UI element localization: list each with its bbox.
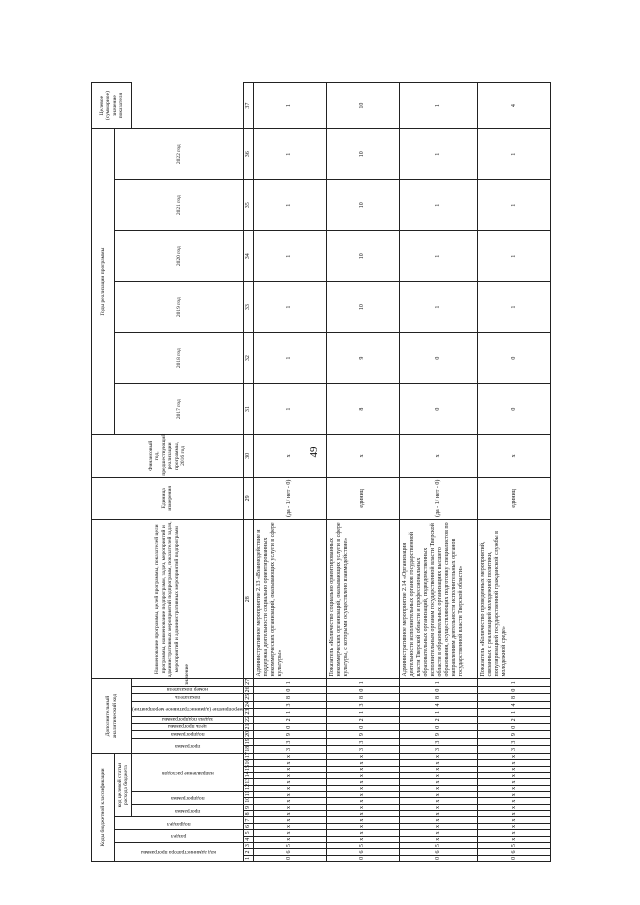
- code-cell: 3: [326, 701, 399, 708]
- code-cell: 1: [253, 709, 326, 716]
- year-value-cell: 0: [399, 333, 478, 384]
- code-cell: х: [253, 779, 326, 785]
- code-cell: х: [326, 817, 399, 823]
- code-cell: х: [326, 785, 399, 791]
- year-value-cell: 1: [478, 129, 551, 180]
- code-cell: х: [326, 798, 399, 804]
- code-cell: 0: [399, 686, 478, 693]
- program-table-container: [91, 82, 551, 862]
- code-cell: х: [478, 811, 551, 817]
- code-cell: 1: [253, 679, 326, 686]
- year-2018-header: 2018 год: [115, 333, 244, 384]
- code-cell: 0: [326, 724, 399, 731]
- code-cell: х: [478, 753, 551, 760]
- row-name-cell: Показатель «Количество проведенных мероприятий, связанных с реализацией молодежной политики, популяризацией государственной гражданской службы в молодежной среде»: [478, 520, 551, 679]
- year-2019-header: 2019 год: [115, 282, 244, 333]
- column-number: 6: [243, 823, 253, 829]
- table-row: [253, 83, 326, 862]
- code-cell: 1: [478, 709, 551, 716]
- code-cell: 5: [253, 842, 326, 848]
- code-cell: 2: [253, 716, 326, 723]
- column-number: 16: [243, 760, 253, 766]
- code-cell: 9: [253, 731, 326, 738]
- add-program-header: программа: [132, 738, 244, 753]
- code-cell: х: [478, 804, 551, 810]
- column-number: 37: [243, 83, 253, 129]
- column-number: 22: [243, 716, 253, 723]
- year-2021-header: 2021 год: [115, 180, 244, 231]
- subprogram-code-header: подпрограмма: [132, 792, 244, 805]
- year-2022-header: 2022 год: [115, 129, 244, 180]
- column-number: 9: [243, 804, 253, 810]
- code-cell: х: [399, 817, 478, 823]
- code-cell: х: [253, 760, 326, 766]
- code-cell: 0: [478, 724, 551, 731]
- code-cell: х: [399, 804, 478, 810]
- code-cell: 0: [253, 686, 326, 693]
- year-value-cell: 10: [326, 282, 399, 333]
- code-cell: 3: [253, 738, 326, 745]
- code-cell: х: [399, 753, 478, 760]
- code-cell: х: [478, 830, 551, 836]
- column-number: 34: [243, 231, 253, 282]
- year-2017-header: 2017 год: [115, 384, 244, 435]
- code-cell: 3: [399, 738, 478, 745]
- code-cell: 3: [253, 701, 326, 708]
- target-value-header: значение: [132, 679, 244, 686]
- target-header: Целевое (суммарное) значение показателя: [92, 83, 132, 129]
- budget-codes-header: Коды бюджетной классификации: [92, 753, 115, 861]
- additional-code-header: Дополнительный аналитический код: [92, 679, 132, 753]
- code-cell: х: [478, 779, 551, 785]
- year-value-cell: 1: [253, 231, 326, 282]
- year-value-cell: 1: [253, 384, 326, 435]
- year-value-cell: 1: [478, 180, 551, 231]
- code-cell: 2: [478, 716, 551, 723]
- task-header: задача подпрограммы: [132, 716, 244, 723]
- column-number: 1: [243, 855, 253, 861]
- column-number: 24: [243, 701, 253, 708]
- code-cell: х: [478, 817, 551, 823]
- code-cell: х: [326, 836, 399, 842]
- year-value-cell: 1: [399, 129, 478, 180]
- column-numbers-row: [243, 83, 253, 862]
- admin-code-header: код администратора программы: [115, 842, 244, 861]
- code-cell: х: [253, 798, 326, 804]
- code-cell: х: [399, 823, 478, 829]
- year-value-cell: 1: [253, 129, 326, 180]
- razdel-header: раздел: [115, 830, 244, 843]
- direction-header: направление расходов: [132, 753, 244, 791]
- target-article-header: код целевой статьи расхода бюджета: [115, 753, 132, 817]
- code-cell: х: [326, 792, 399, 798]
- year-value-cell: 0: [478, 333, 551, 384]
- unit-cell: единиц: [326, 477, 399, 519]
- year-value-cell: 1: [253, 180, 326, 231]
- code-cell: х: [326, 804, 399, 810]
- column-number: 7: [243, 817, 253, 823]
- table-row: [399, 83, 478, 862]
- code-cell: 0: [478, 686, 551, 693]
- code-cell: 2: [326, 716, 399, 723]
- year-value-cell: 8: [326, 384, 399, 435]
- code-cell: х: [478, 766, 551, 772]
- code-cell: 0: [326, 686, 399, 693]
- column-number: 26: [243, 686, 253, 693]
- goal-header: цель программы: [132, 724, 244, 731]
- code-cell: х: [253, 766, 326, 772]
- code-cell: х: [326, 772, 399, 778]
- code-cell: х: [478, 760, 551, 766]
- column-number: 11: [243, 792, 253, 798]
- code-cell: х: [253, 830, 326, 836]
- row-name-cell: Административное мероприятие 2.14 «Организация деятельности исполнительных органов государственной власти Тверской области и профессиональных образовательных организаций, подведомственных исполнительным органам государственной власти Тверской области в образовательных организациях высшего образования, осуществляющих подготовку специалистов по направлениям деятельности исполнительных органов государственной власти Тверской области»: [399, 520, 478, 679]
- code-cell: 1: [326, 709, 399, 716]
- code-cell: х: [399, 766, 478, 772]
- code-cell: х: [478, 792, 551, 798]
- indicator-type-header: показатель: [132, 694, 244, 701]
- code-cell: х: [399, 811, 478, 817]
- code-cell: х: [326, 760, 399, 766]
- column-number: 14: [243, 772, 253, 778]
- code-cell: 3: [326, 738, 399, 745]
- years-header: Годы реализации программы: [92, 129, 115, 435]
- code-cell: 9: [326, 731, 399, 738]
- year-value-cell: 0: [399, 384, 478, 435]
- column-number: 23: [243, 709, 253, 716]
- column-number: 28: [243, 520, 253, 679]
- fin-year-cell: х: [253, 435, 326, 477]
- unit-cell: (да - 1/ нет - 0): [399, 477, 478, 519]
- code-cell: 5: [478, 842, 551, 848]
- code-cell: 0: [399, 855, 478, 861]
- target-value-cell: 1: [253, 83, 326, 129]
- code-cell: 0: [253, 724, 326, 731]
- column-number: 20: [243, 731, 253, 738]
- year-value-cell: 1: [399, 282, 478, 333]
- column-number: 17: [243, 753, 253, 760]
- year-2020-header: 2020 год: [115, 231, 244, 282]
- code-cell: 6: [326, 849, 399, 855]
- code-cell: 0: [399, 724, 478, 731]
- code-cell: х: [399, 792, 478, 798]
- program-code-header: программа: [132, 804, 244, 817]
- code-cell: 0: [478, 855, 551, 861]
- code-cell: 5: [326, 842, 399, 848]
- unit-cell: (да - 1/ нет - 0): [253, 477, 326, 519]
- code-cell: 8: [326, 694, 399, 701]
- table-body: [253, 83, 550, 862]
- fin-year-cell: х: [478, 435, 551, 477]
- column-number: 19: [243, 738, 253, 745]
- year-value-cell: 1: [253, 333, 326, 384]
- year-value-cell: 10: [326, 180, 399, 231]
- code-cell: х: [399, 836, 478, 842]
- column-number: 33: [243, 282, 253, 333]
- column-number: 35: [243, 180, 253, 231]
- code-cell: 3: [326, 746, 399, 753]
- code-cell: х: [253, 785, 326, 791]
- code-cell: х: [253, 753, 326, 760]
- fin-year-cell: х: [399, 435, 478, 477]
- add-subprogram-header: подпрограмма: [132, 731, 244, 738]
- code-cell: 9: [399, 731, 478, 738]
- column-number: 30: [243, 435, 253, 477]
- code-cell: х: [399, 798, 478, 804]
- code-cell: 3: [253, 746, 326, 753]
- table-row: [478, 83, 551, 862]
- year-value-cell: 0: [478, 384, 551, 435]
- column-number: 12: [243, 785, 253, 791]
- code-cell: 1: [399, 709, 478, 716]
- code-cell: х: [478, 798, 551, 804]
- column-number: 32: [243, 333, 253, 384]
- code-cell: х: [478, 823, 551, 829]
- code-cell: 3: [399, 746, 478, 753]
- code-cell: 0: [326, 855, 399, 861]
- column-number: 29: [243, 477, 253, 519]
- code-cell: х: [326, 753, 399, 760]
- column-number: 27: [243, 679, 253, 686]
- column-number: 5: [243, 830, 253, 836]
- column-number: 2: [243, 849, 253, 855]
- code-cell: 8: [253, 694, 326, 701]
- code-cell: х: [399, 779, 478, 785]
- column-number: 13: [243, 779, 253, 785]
- code-cell: х: [253, 836, 326, 842]
- target-value-cell: 4: [478, 83, 551, 129]
- code-cell: х: [253, 804, 326, 810]
- code-cell: 8: [478, 694, 551, 701]
- unit-header: Единица измерения: [92, 477, 244, 519]
- page-number: 49: [308, 446, 320, 458]
- row-name-cell: Административное мероприятие 2.13 «Взаимодействие и поддержка деятельности социально ориентированных некоммерческих организаций, оказывающих услуги в сфере культуры»: [253, 520, 326, 679]
- year-value-cell: 9: [326, 333, 399, 384]
- code-cell: х: [326, 823, 399, 829]
- code-cell: 4: [478, 701, 551, 708]
- year-value-cell: 10: [326, 129, 399, 180]
- column-number: 4: [243, 836, 253, 842]
- year-value-cell: 1: [253, 282, 326, 333]
- code-cell: х: [399, 785, 478, 791]
- column-number: 31: [243, 384, 253, 435]
- indicator-num-header: номер показателя: [132, 686, 244, 693]
- name-header: Наименование программы, целей программы, показателей цели программы, наименование подпрограмм, задач, мероприятий и административных мероприятий подпрограмм, показателей задач, мероприятий и административных мероприятий подпрограмм: [92, 520, 244, 679]
- column-number: 25: [243, 694, 253, 701]
- code-cell: х: [326, 779, 399, 785]
- table-row: [326, 83, 399, 862]
- column-number: 21: [243, 724, 253, 731]
- year-value-cell: 1: [478, 231, 551, 282]
- target-value-cell: 10: [326, 83, 399, 129]
- code-cell: 5: [399, 842, 478, 848]
- column-number: 15: [243, 766, 253, 772]
- year-value-cell: 1: [478, 282, 551, 333]
- column-number: 8: [243, 811, 253, 817]
- code-cell: х: [326, 811, 399, 817]
- code-cell: 1: [478, 679, 551, 686]
- fin-year-header: Финансовый год, предшествующий реализации программы, 2016 год: [92, 435, 244, 477]
- code-cell: х: [478, 785, 551, 791]
- code-cell: х: [326, 766, 399, 772]
- code-cell: х: [399, 830, 478, 836]
- code-cell: х: [253, 792, 326, 798]
- column-number: 10: [243, 798, 253, 804]
- code-cell: 2: [399, 716, 478, 723]
- code-cell: 4: [399, 701, 478, 708]
- code-cell: х: [326, 830, 399, 836]
- row-name-cell: Показатель «Количество социально ориентированных некоммерческих организаций, оказывающих услуги в сфере культуры, с которыми осуществлено взаимодействие»: [326, 520, 399, 679]
- year-value-cell: 1: [399, 180, 478, 231]
- program-indicators-table: [91, 82, 551, 862]
- code-cell: х: [253, 772, 326, 778]
- code-cell: 6: [478, 849, 551, 855]
- column-number: 18: [243, 746, 253, 753]
- code-cell: х: [253, 823, 326, 829]
- code-cell: х: [399, 760, 478, 766]
- target-value-cell: 1: [399, 83, 478, 129]
- code-cell: 3: [478, 746, 551, 753]
- column-number: 36: [243, 129, 253, 180]
- code-cell: х: [399, 772, 478, 778]
- fin-year-cell: х: [326, 435, 399, 477]
- code-cell: х: [478, 836, 551, 842]
- code-cell: 1: [399, 679, 478, 686]
- code-cell: 3: [478, 738, 551, 745]
- code-cell: х: [478, 772, 551, 778]
- code-cell: х: [253, 811, 326, 817]
- code-cell: х: [253, 817, 326, 823]
- code-cell: 1: [326, 679, 399, 686]
- year-value-cell: 10: [326, 231, 399, 282]
- column-number: 3: [243, 842, 253, 848]
- podrazdel-header: подраздел: [115, 817, 244, 830]
- code-cell: 6: [253, 849, 326, 855]
- event-header: мероприятие (административное мероприятие): [132, 701, 244, 716]
- year-value-cell: 1: [399, 231, 478, 282]
- code-cell: 0: [253, 855, 326, 861]
- code-cell: 6: [399, 849, 478, 855]
- unit-cell: единиц: [478, 477, 551, 519]
- code-cell: 8: [399, 694, 478, 701]
- code-cell: 9: [478, 731, 551, 738]
